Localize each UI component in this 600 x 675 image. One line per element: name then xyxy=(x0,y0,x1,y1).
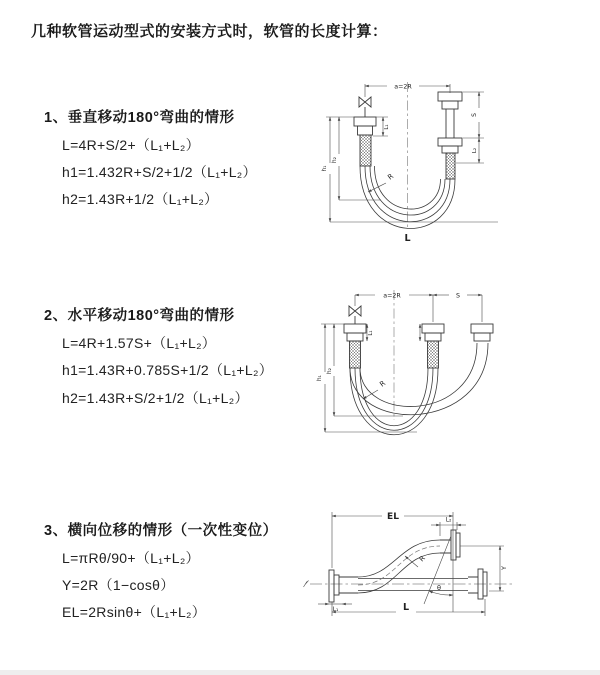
dim-label-a2r: a=2R xyxy=(394,83,412,91)
section-1-formula-h2: h2=1.43R+1/2（L₁+L₂） xyxy=(62,191,219,207)
shifted-fitting xyxy=(471,324,493,341)
dim-label-l: L xyxy=(402,602,410,613)
section-1-formula-L: L=4R+S/2+（L₁+L₂） xyxy=(62,137,200,153)
section-2-formula-L: L=4R+1.57S+（L₁+L₂） xyxy=(62,335,217,351)
left-fitting xyxy=(344,324,366,368)
right-fitting xyxy=(438,92,462,179)
hose-u-bends xyxy=(350,343,488,435)
theta-label: θ xyxy=(437,584,441,592)
section-1-formula-h1: h1=1.432R+S/2+1/2（L₁+L₂） xyxy=(62,164,257,180)
dim-label-s: S xyxy=(456,292,460,300)
page-title: 几种软管运动型式的安装方式时，软管的长度计算： xyxy=(31,23,388,40)
dim-label-l2: L₂ xyxy=(472,147,478,154)
dim-label-l1: L₁ xyxy=(384,124,390,130)
dim-label-l1: L₁ xyxy=(332,607,339,613)
section-3-formula-Y: Y=2R（1−cosθ） xyxy=(62,577,175,593)
section-2-formula-h2: h2=1.43R+S/2+1/2（L₁+L₂） xyxy=(62,390,249,406)
section-3-heading: 3、横向位移的情形（一次性变位） xyxy=(44,523,278,539)
diagram-horizontal-180-bend xyxy=(305,282,520,447)
dim-label-y: Y xyxy=(500,566,508,570)
dim-label-h1: h₁ xyxy=(322,165,328,172)
section-3-formula-L: L=πRθ/90+（L₁+L₂） xyxy=(62,550,200,566)
dimension-lines xyxy=(321,292,482,432)
dim-label-s: S xyxy=(471,113,478,117)
diagram-vertical-180-bend xyxy=(303,70,525,260)
dimension-lines xyxy=(318,512,504,616)
left-fitting xyxy=(354,117,376,166)
dim-label-l1: L₁ xyxy=(368,330,374,336)
hose-straight-position xyxy=(358,579,468,591)
section-3-formula-EL: EL=2Rsinθ+（L₁+L₂） xyxy=(62,604,207,620)
section-2-formula-h1: h1=1.43R+0.785S+1/2（L₁+L₂） xyxy=(62,362,273,378)
length-label: L xyxy=(404,233,411,244)
middle-fitting xyxy=(422,324,444,368)
dim-label-l2: L₂ xyxy=(445,517,452,524)
valve-icon xyxy=(359,97,371,117)
angle-construction xyxy=(424,512,453,612)
dim-label-h2: h₂ xyxy=(332,157,338,163)
hose-s-curve xyxy=(358,540,440,593)
section-2-heading: 2、水平移动180°弯曲的情形 xyxy=(44,308,235,324)
dim-label-h2: h₂ xyxy=(327,368,333,374)
left-flange xyxy=(329,570,358,602)
dim-label-el: EL xyxy=(387,512,399,522)
break-mark xyxy=(304,581,309,588)
radius-label: R xyxy=(378,379,388,389)
page-bottom-edge xyxy=(0,670,600,675)
dim-label-h1: h₁ xyxy=(317,375,323,381)
diagram-lateral-displacement xyxy=(296,500,521,648)
radius-label: R xyxy=(417,554,427,564)
valve-icon xyxy=(349,306,361,324)
dim-label-a2r: a=2R xyxy=(383,292,401,300)
section-1-heading: 1、垂直移动180°弯曲的情形 xyxy=(44,110,235,126)
radius-label: R xyxy=(386,172,396,182)
